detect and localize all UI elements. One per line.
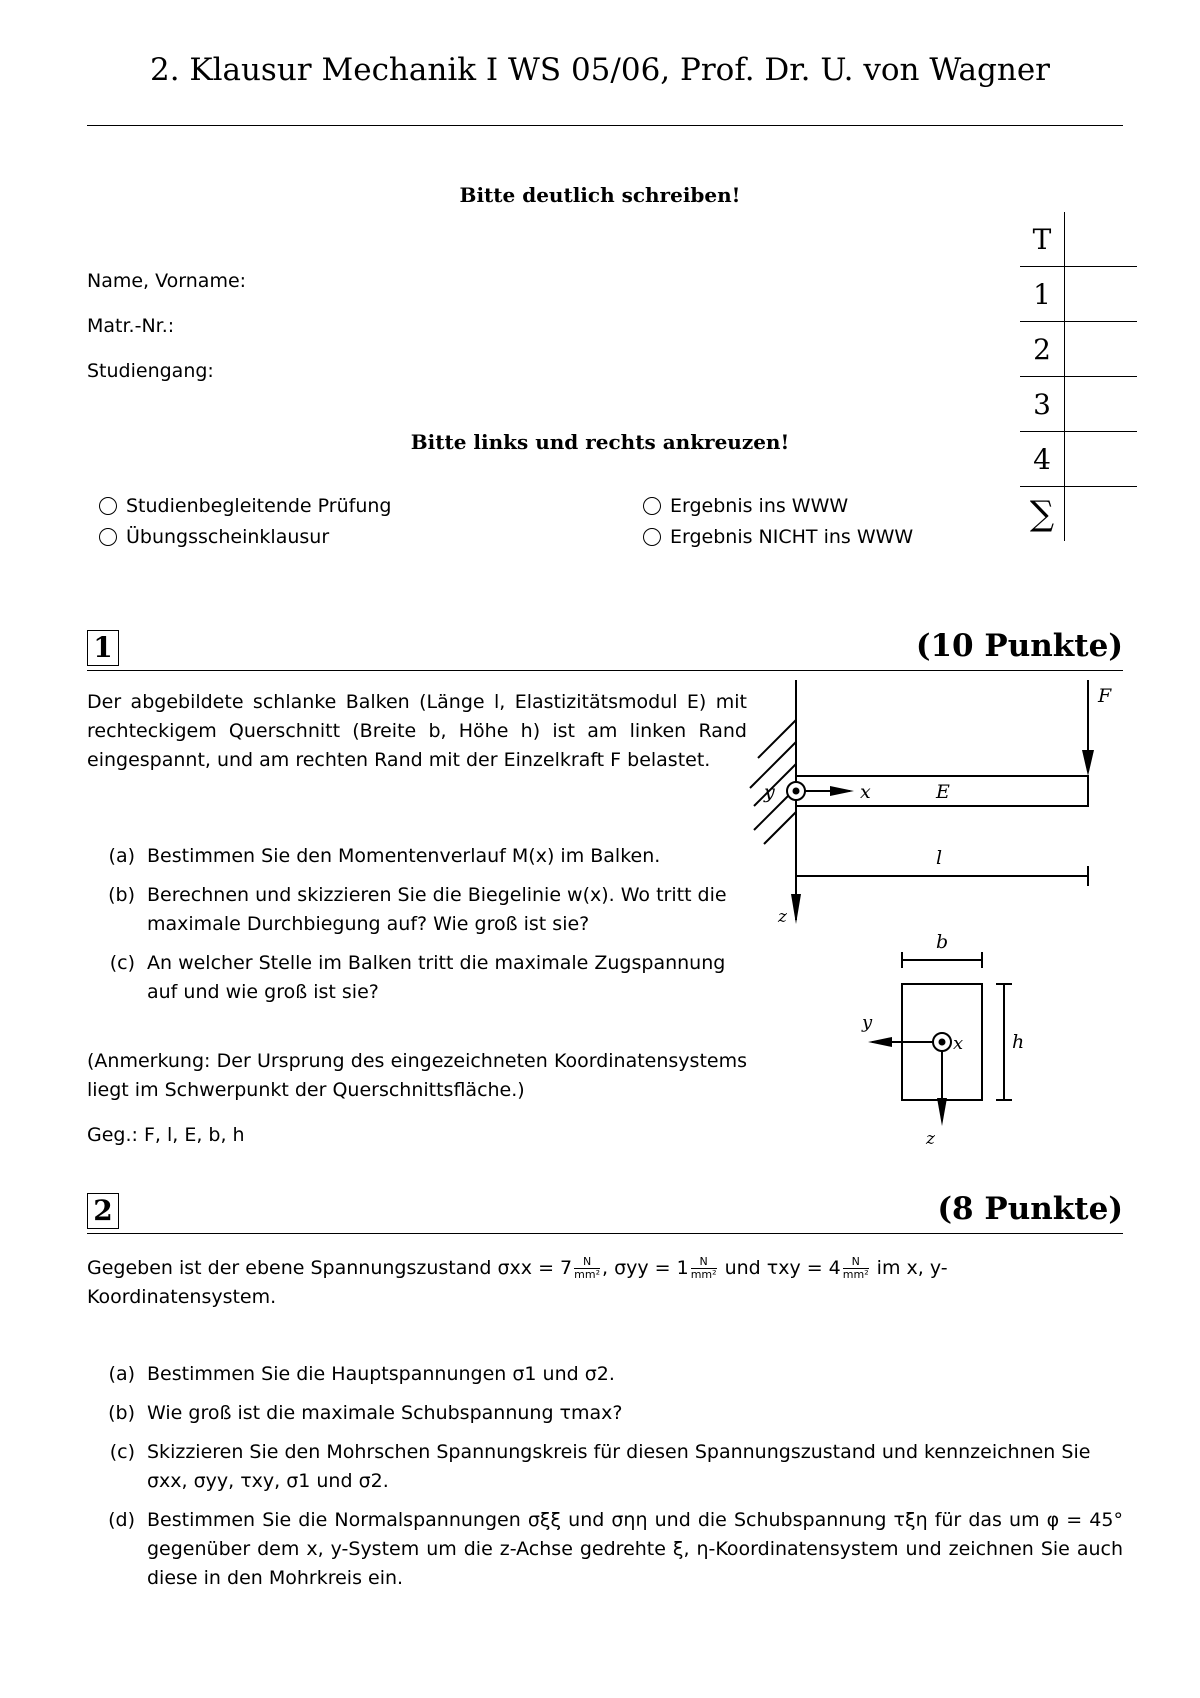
list-item: (c) An welcher Stelle im Balken tritt die maximale Zugspannung auf und wie groß ist sie?: [109, 952, 726, 1003]
y-axis-label: y: [764, 781, 775, 803]
option-studienbegleitend[interactable]: Studienbegleitende Prüfung: [99, 495, 391, 517]
beam-figure: [740, 680, 1140, 1160]
score-cell[interactable]: [1065, 267, 1138, 322]
task1-given: Geg.: F, l, E, b, h: [87, 1124, 245, 1146]
list-item: (a) Bestimmen Sie die Hauptspannungen σ1 und σ2.: [108, 1363, 615, 1385]
unit-fraction: $\frac{N}{\text{mm²}}$: [842, 1255, 869, 1281]
modulus-label: E: [936, 781, 950, 803]
height-label: h: [1012, 1031, 1025, 1053]
instruction-write: Bitte deutlich schreiben!: [459, 183, 741, 207]
instruction-check: Bitte links und rechts ankreuzen!: [410, 430, 790, 454]
task2-rule: [87, 1233, 1123, 1234]
task1-note: (Anmerkung: Der Ursprung des eingezeichneten Koordinatensystems liegt im Schwerpunkt der Querschnittsfläche.): [87, 1050, 747, 1101]
radio-circle-icon[interactable]: [643, 528, 661, 546]
option-ergebnis-nicht-www[interactable]: Ergebnis NICHT ins WWW: [643, 526, 913, 548]
task2-points: (8 Punkte): [937, 1191, 1123, 1227]
task1-items: [87, 842, 747, 1017]
force-label: F: [1098, 685, 1112, 707]
radio-circle-icon[interactable]: [99, 528, 117, 546]
list-item: (a) Bestimmen Sie den Momentenverlauf M(x) im Balken.: [108, 845, 661, 867]
score-table: [1020, 212, 1137, 541]
radio-circle-icon[interactable]: [99, 497, 117, 515]
z-axis-label: z: [778, 907, 787, 927]
score-key: T: [1020, 212, 1065, 267]
force-arrowhead: [1082, 750, 1094, 776]
cs-z-label: z: [926, 1129, 935, 1149]
task2-number: 2: [87, 1193, 119, 1229]
task2-items: [87, 1360, 1123, 1603]
width-label: b: [936, 931, 949, 953]
score-cell[interactable]: [1065, 487, 1138, 542]
cs-x-label: x: [953, 1033, 964, 1054]
score-cell[interactable]: [1065, 322, 1138, 377]
cs-y-label: y: [862, 1012, 873, 1033]
score-key-sum: ∑: [1020, 487, 1065, 542]
score-key: 2: [1020, 322, 1065, 377]
list-item: (d) Bestimmen Sie die Normalspannungen σξξ und σηη und die Schubspannung τξη für das um φ = 45° gegenüber dem x, y-System um die z-Achse gedrehte ξ, η-Koordinatensystem und zeichnen Sie auch diese in den Mohrkreis ein.: [108, 1509, 1123, 1589]
list-item: (b) Wie groß ist die maximale Schubspannung τmax?: [108, 1402, 623, 1424]
task1-intro: Der abgebildete schlanke Balken (Länge l, Elastizitätsmodul E) mit rechteckigem Querschnitt (Breite b, Höhe h) ist am linken Rand eingespannt, und am rechten Rand mit der Einzelkraft F belastet.: [87, 691, 747, 771]
page-title: 2. Klausur Mechanik I WS 05/06, Prof. Dr. U. von Wagner: [149, 52, 1050, 88]
score-cell[interactable]: [1065, 377, 1138, 432]
unit-fraction: $\frac{N}{\text{mm²}}$: [574, 1255, 600, 1281]
title-rule: [87, 125, 1123, 126]
name-label: Name, Vorname:: [87, 270, 247, 292]
unit-fraction: $\frac{N}{\text{mm²}}$: [690, 1255, 717, 1281]
option-ergebnis-www[interactable]: Ergebnis ins WWW: [643, 495, 848, 517]
option-uebungsschein[interactable]: Übungsscheinklausur: [99, 526, 329, 548]
task1-rule: [87, 670, 1123, 671]
score-cell[interactable]: [1065, 212, 1138, 267]
list-item: (c) Skizzieren Sie den Mohrschen Spannungskreis für diesen Spannungszustand und kennzeichnen Sie σxx, σyy, τxy, σ1 und σ2.: [109, 1441, 1091, 1492]
score-cell[interactable]: [1065, 432, 1138, 487]
task2-intro: Gegeben ist der ebene Spannungszustand σxx = 7 $\frac{N}{\text{mm²}}$ , σyy = 1 $\frac{N}{\text{mm²}}$ und τxy = 4 $\frac{N}{\text{mm²}}$ im x, y-Koordinatensystem.: [87, 1255, 948, 1308]
radio-circle-icon[interactable]: [643, 497, 661, 515]
task1-number: 1: [87, 630, 119, 666]
x-axis-label: x: [860, 781, 871, 803]
studiengang-label: Studiengang:: [87, 360, 214, 382]
task1-points: (10 Punkte): [915, 628, 1123, 664]
score-key: 4: [1020, 432, 1065, 487]
score-key: 1: [1020, 267, 1065, 322]
list-item: (b) Berechnen und skizzieren Sie die Biegelinie w(x). Wo tritt die maximale Durchbiegung auf? Wie groß ist sie?: [108, 884, 727, 935]
score-key: 3: [1020, 377, 1065, 432]
matr-label: Matr.-Nr.:: [87, 315, 175, 337]
length-label: l: [936, 847, 943, 869]
